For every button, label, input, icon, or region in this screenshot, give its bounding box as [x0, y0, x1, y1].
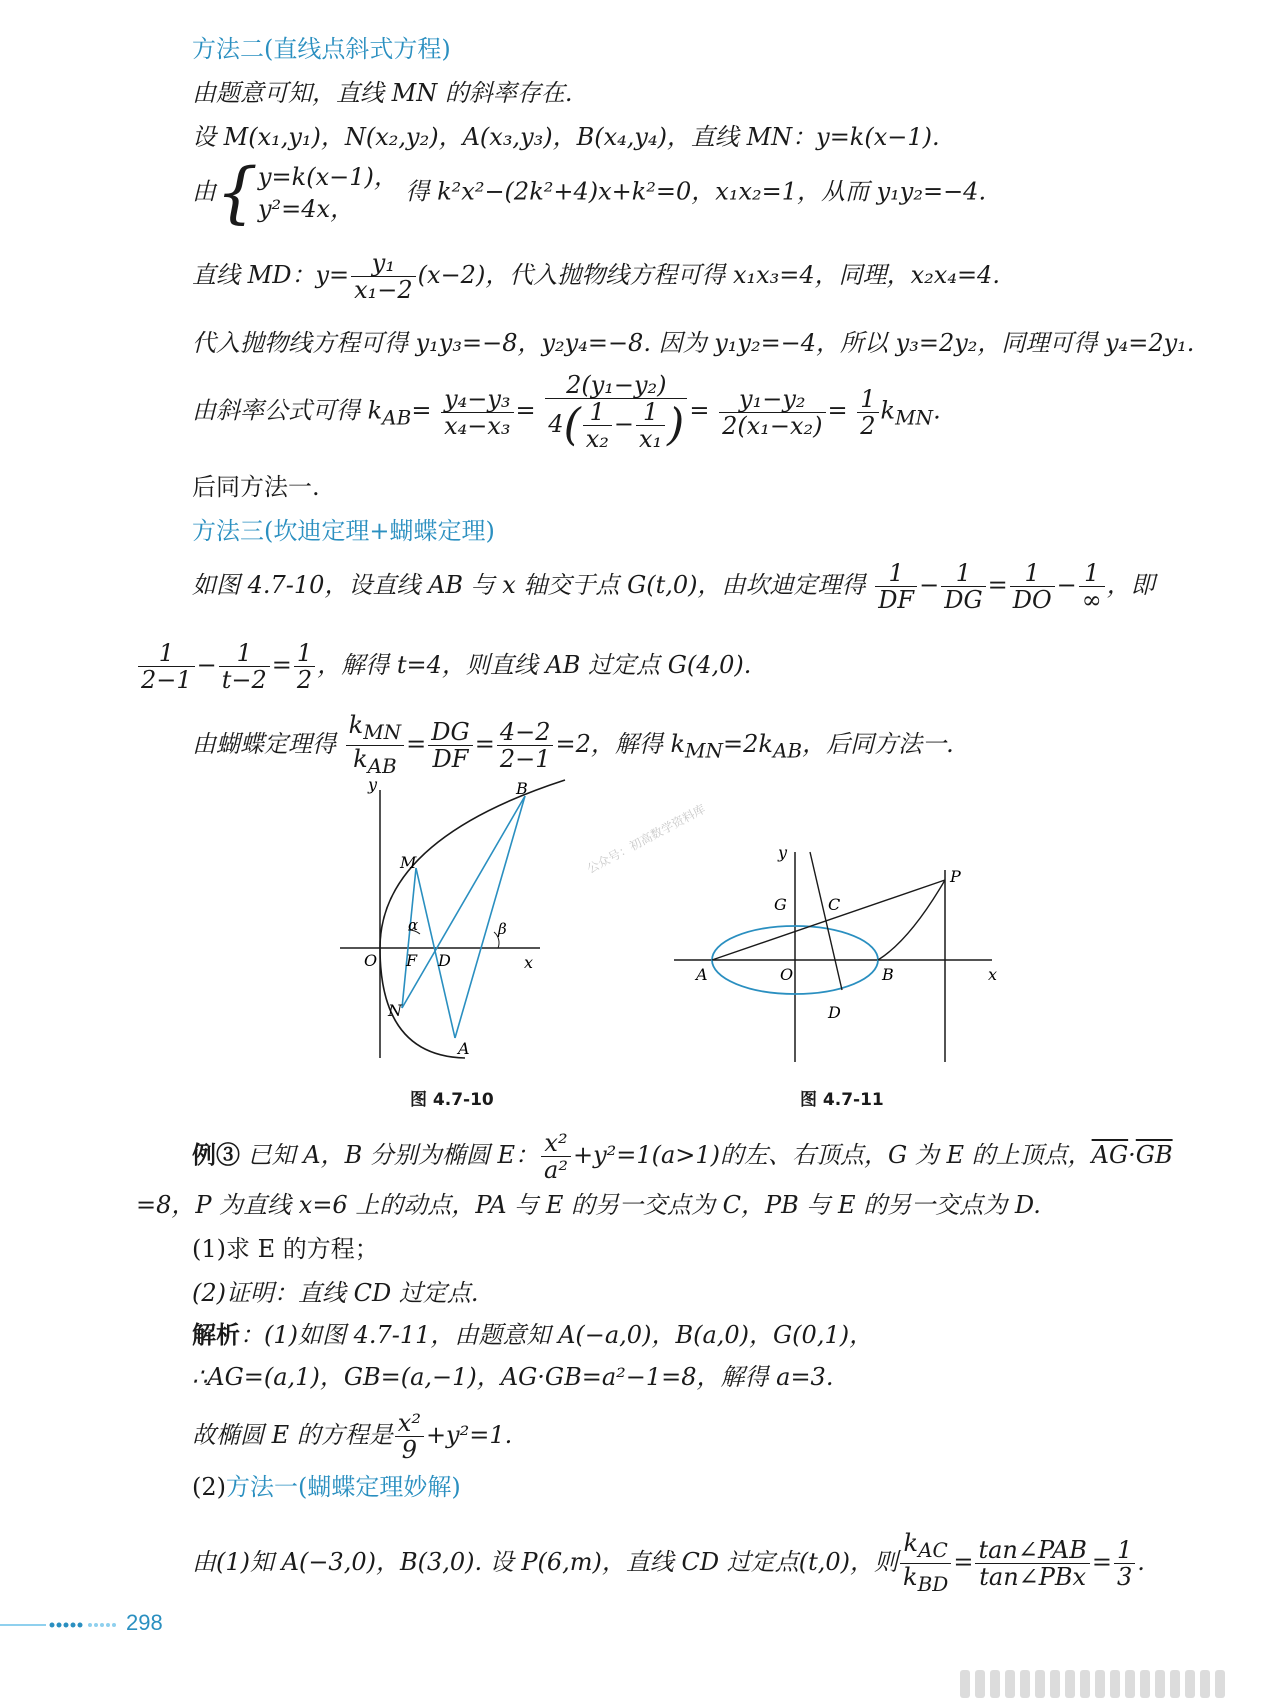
numerator: y₁−y₂ [719, 386, 825, 413]
numerator [900, 1530, 951, 1564]
fraction [395, 1410, 424, 1463]
line-AB [455, 796, 525, 1038]
numerator: y₁ [351, 250, 416, 277]
vector: $\overline{AG}$ [1091, 1141, 1129, 1169]
denominator: a² [544, 1156, 568, 1184]
vector: $\overline{GB}$ [1135, 1141, 1173, 1169]
denominator: x₂ [585, 425, 609, 453]
figure-4-7-10 [320, 770, 600, 1070]
denominator: 2(x₁−x₂) [722, 411, 823, 440]
fraction [719, 386, 825, 439]
figure-4-7-11 [670, 840, 1010, 1070]
slope-formula: 由斜率公式可得 $k_{AB}=$ $\frac{\text{y₄−y₃}}{\text{x₄−x₃}}$ = 2(y₁−y₂) 4( $\frac{1}{\text{x₂}}$ − $\frac{1}{\text{x₁}}$ ) = $\frac{\text{y₁−y₂}}{\text{2(x₁−x₂)}}$ = $\frac{1}{2}$ $k_{MN}$. [192, 371, 941, 453]
text: +y²=1(a>1)的左、右顶点，G 为 E 的上顶点， [572, 1141, 1092, 1169]
numerator: 1 [857, 386, 878, 413]
axis-label-x: x [524, 953, 534, 972]
fraction [428, 719, 472, 772]
text: =2k [723, 729, 773, 758]
text: 由蝴蝶定理得 [192, 729, 336, 758]
numerator: x² [395, 1410, 424, 1437]
fraction [900, 1530, 951, 1597]
numerator [346, 712, 405, 746]
line-CD [810, 852, 842, 990]
numerator: 1 [138, 640, 195, 667]
denominator: tan∠PBx [979, 1562, 1087, 1591]
point-label-F: F [406, 951, 418, 970]
subscript: MN [363, 719, 402, 744]
text: k [353, 744, 368, 773]
text-line: 如图 4.7-10，设直线 AB 与 x 轴交于点 G(t,0)，由坎迪定理得 $\frac{1}{DF}$ − $\frac{1}{DG}$ = $\frac{1}{DO}$ − $\frac{1}{\infty}$ ，即 [192, 559, 1155, 614]
denominator: 3 [1116, 1562, 1133, 1591]
equation-system [192, 154, 987, 231]
point-label-O: O [780, 965, 794, 984]
point-label-N: N [388, 1001, 402, 1020]
text: 得 k²x²−(2k²+4)x+k²=0，x₁x₂=1，从而 y₁y₂=−4. [405, 177, 987, 206]
text-line: $\frac{1}{2-1}$ − $\frac{1}{t-2}$ = $\frac{1}{2}$ ，解得 t=4，则直线 AB 过定点 G(4,0). [136, 640, 751, 693]
subscript: MN [895, 405, 934, 430]
fraction [941, 560, 985, 613]
denominator: t−2 [221, 666, 267, 694]
fraction [138, 640, 195, 693]
numerator: 1 [636, 399, 665, 426]
text: 直线 MD：y= [192, 261, 350, 289]
fraction [545, 372, 687, 452]
denominator: 4( $\frac{1}{\text{x₂}}$ − $\frac{1}{\text{x₁}}$ ) [548, 398, 685, 453]
example-label: 例③ [192, 1140, 240, 1169]
fraction [857, 386, 878, 439]
solution-line [192, 1410, 512, 1463]
denominator: ∞ [1081, 586, 1102, 614]
text: 如图 4.7-10，设直线 AB 与 x 轴交于点 G(t,0)，由坎迪定理得 [192, 571, 866, 599]
numerator: DG [428, 719, 472, 746]
point-label-D: D [438, 951, 451, 970]
text-line: 代入抛物线方程可得 y₁y₃=−8，y₂y₄=−8. 因为 y₁y₂=−4，所以 y₃=2y₂，同理可得 y₄=2y₁. [192, 329, 1195, 357]
solution-line [192, 1320, 873, 1350]
line-NB [402, 796, 525, 1008]
page-number: 298 [126, 1610, 163, 1635]
subscript: AB [382, 405, 412, 430]
text-line: 后同方法一. [192, 473, 320, 501]
point-label-A: A [458, 1039, 470, 1058]
question-1: (1)求 E 的方程； [192, 1235, 379, 1263]
section-heading-method3: 方法三(坎迪定理+蝴蝶定理) [192, 517, 495, 545]
system-equations [258, 161, 398, 225]
text: 由(1)知 A(−3,0)，B(3,0). 设 P(6,m)，直线 CD 过定点(t,0)，则 [192, 1547, 899, 1576]
denominator: 2−1 [499, 744, 551, 773]
text: ，后同方法一. [802, 729, 954, 758]
solution-line: ∴AG=(a,1)，GB=(a,−1)，AG·GB=a²−1=8，解得 a=3. [192, 1363, 834, 1391]
text: =2，解得 k [555, 729, 686, 758]
denominator [900, 1564, 951, 1597]
heading: 方法一(蝴蝶定理妙解) [226, 1473, 461, 1501]
subscript: MN [685, 738, 724, 763]
construction-lines [402, 796, 525, 1038]
question-2: (2)证明：直线 CD 过定点. [192, 1279, 479, 1307]
denominator: 9 [401, 1436, 417, 1464]
equation: y²=4x， [258, 195, 355, 223]
numerator: 1 [875, 560, 917, 587]
numerator: 1 [294, 640, 315, 667]
fraction [875, 560, 917, 613]
fraction [1079, 560, 1105, 613]
text: 4 [548, 410, 564, 438]
denominator: DO [1012, 586, 1052, 614]
text-line [192, 250, 1000, 303]
subscript: BD [917, 1571, 949, 1596]
fraction [636, 399, 665, 452]
numerator: 1 [219, 640, 270, 667]
solution-label: 解析 [192, 1320, 240, 1349]
point-label-B: B [516, 779, 528, 798]
angle-label-beta: β [498, 920, 507, 938]
fraction [1010, 560, 1055, 613]
fraction [346, 712, 405, 779]
point-label-M: M [400, 853, 417, 872]
figure-caption-4-7-11: 图 4.7-11 [800, 1090, 884, 1110]
denominator: x₄−x₃ [444, 411, 511, 440]
fraction [441, 386, 513, 439]
text: (x−2)，代入抛物线方程可得 x₁x₃=4，同理，x₂x₄=4. [417, 261, 1000, 289]
text: ，解得 t=4，则直线 AB 过定点 G(4,0). [317, 651, 752, 679]
text: k [903, 1562, 918, 1591]
fraction [351, 250, 416, 303]
text: 故椭圆 E 的方程是 [192, 1421, 393, 1449]
fraction [294, 640, 315, 693]
text: 由 [192, 177, 216, 206]
denominator: DF [432, 744, 469, 773]
line-PA [712, 880, 945, 960]
numerator: x² [541, 1130, 571, 1157]
text-line: 由蝴蝶定理得 $\frac{k_{MN}}{k_{AB}}$ = $\frac{DG}{DF}$ = $\frac{4-2}{2-1}$ =2，解得 $k_{MN}=2k_{AB}$，后同方法一. [192, 711, 954, 778]
example-statement [192, 1130, 1173, 1183]
point-label-O: O [364, 951, 378, 970]
numerator: 1 [1079, 560, 1105, 587]
fraction [497, 719, 554, 772]
denominator: x₁ [639, 425, 663, 453]
point-label-P: P [950, 867, 961, 886]
axis-label-x: x [988, 965, 998, 984]
numerator: 1 [1010, 560, 1055, 587]
subscript: AB [367, 753, 397, 778]
numerator: tan∠PAB [975, 1537, 1089, 1564]
numerator: 1 [1114, 1537, 1135, 1564]
subscript: AC [918, 1537, 948, 1562]
solution-line: 由(1)知 A(−3,0)，B(3,0). 设 P(6,m)，直线 CD 过定点(t,0)，则 $\frac{k_{AC}}{k_{BD}}$ = $\frac{\text{tan∠PAB}}{\text{tan∠PBx}}$ = $\frac{1}{3}$ . [192, 1529, 1145, 1596]
numerator: 1 [941, 560, 985, 587]
text-line: 设 M(x₁,y₁)，N(x₂,y₂)，A(x₃,y₃)，B(x₄,y₄)，直线 MN：y=k(x−1). [192, 123, 940, 151]
text: = [411, 396, 432, 425]
brace: { [216, 154, 258, 231]
denominator: 2 [860, 411, 876, 440]
denominator: 2−1 [141, 666, 192, 694]
section-heading-method2: 方法二(直线点斜式方程) [192, 35, 451, 63]
point-label-B: B [882, 965, 894, 984]
point-label-C: C [828, 895, 841, 914]
text: +y²=1. [425, 1421, 513, 1449]
denominator: DG [944, 586, 983, 614]
figure-caption-4-7-10: 图 4.7-10 [410, 1090, 494, 1110]
text: . [1137, 1547, 1145, 1576]
text: (2) [192, 1473, 226, 1501]
axis-label-y: y [368, 775, 378, 794]
text: k [348, 711, 364, 739]
denominator: DF [878, 586, 915, 614]
axis-label-y: y [778, 843, 788, 862]
footer-decoration [0, 1622, 130, 1628]
text: ，即 [1106, 571, 1155, 599]
equation: y=k(x−1)， [258, 163, 398, 191]
numerator: 4−2 [497, 719, 554, 746]
fraction [1114, 1537, 1135, 1590]
fraction [583, 399, 612, 452]
numerator: 2(y₁−y₂) [545, 372, 687, 399]
text: k [903, 1529, 919, 1557]
text-line: =8，P 为直线 x=6 上的动点，PA 与 E 的另一交点为 C，PB 与 E 的另一交点为 D. [136, 1191, 1041, 1219]
subscript: AB [772, 738, 803, 763]
numerator: y₄−y₃ [441, 386, 513, 413]
point-label-A: A [696, 965, 708, 984]
text: ：(1)如图 4.7-11，由题意知 A(−a,0)，B(a,0)，G(0,1)， [240, 1321, 874, 1349]
point-label-G: G [774, 895, 787, 914]
text: · [1128, 1141, 1136, 1169]
text-line: 由题意可知，直线 MN 的斜率存在. [192, 79, 573, 107]
point-label-D: D [828, 1003, 841, 1022]
text: 由斜率公式可得 k [192, 396, 383, 425]
fraction [975, 1537, 1089, 1590]
method1-heading [192, 1472, 461, 1502]
fraction [219, 640, 270, 693]
watermark: 公众号：初高数学资料库 [584, 801, 708, 877]
denominator: x₁−2 [354, 276, 413, 304]
image-viewer-scrollbar[interactable] [960, 1670, 1225, 1698]
angle-label-alpha: α [408, 916, 419, 934]
text: k [880, 396, 896, 425]
denominator: 2 [296, 666, 313, 694]
fraction [541, 1130, 571, 1183]
text: 已知 A，B 分别为椭圆 E： [247, 1141, 540, 1169]
numerator: 1 [583, 399, 612, 426]
